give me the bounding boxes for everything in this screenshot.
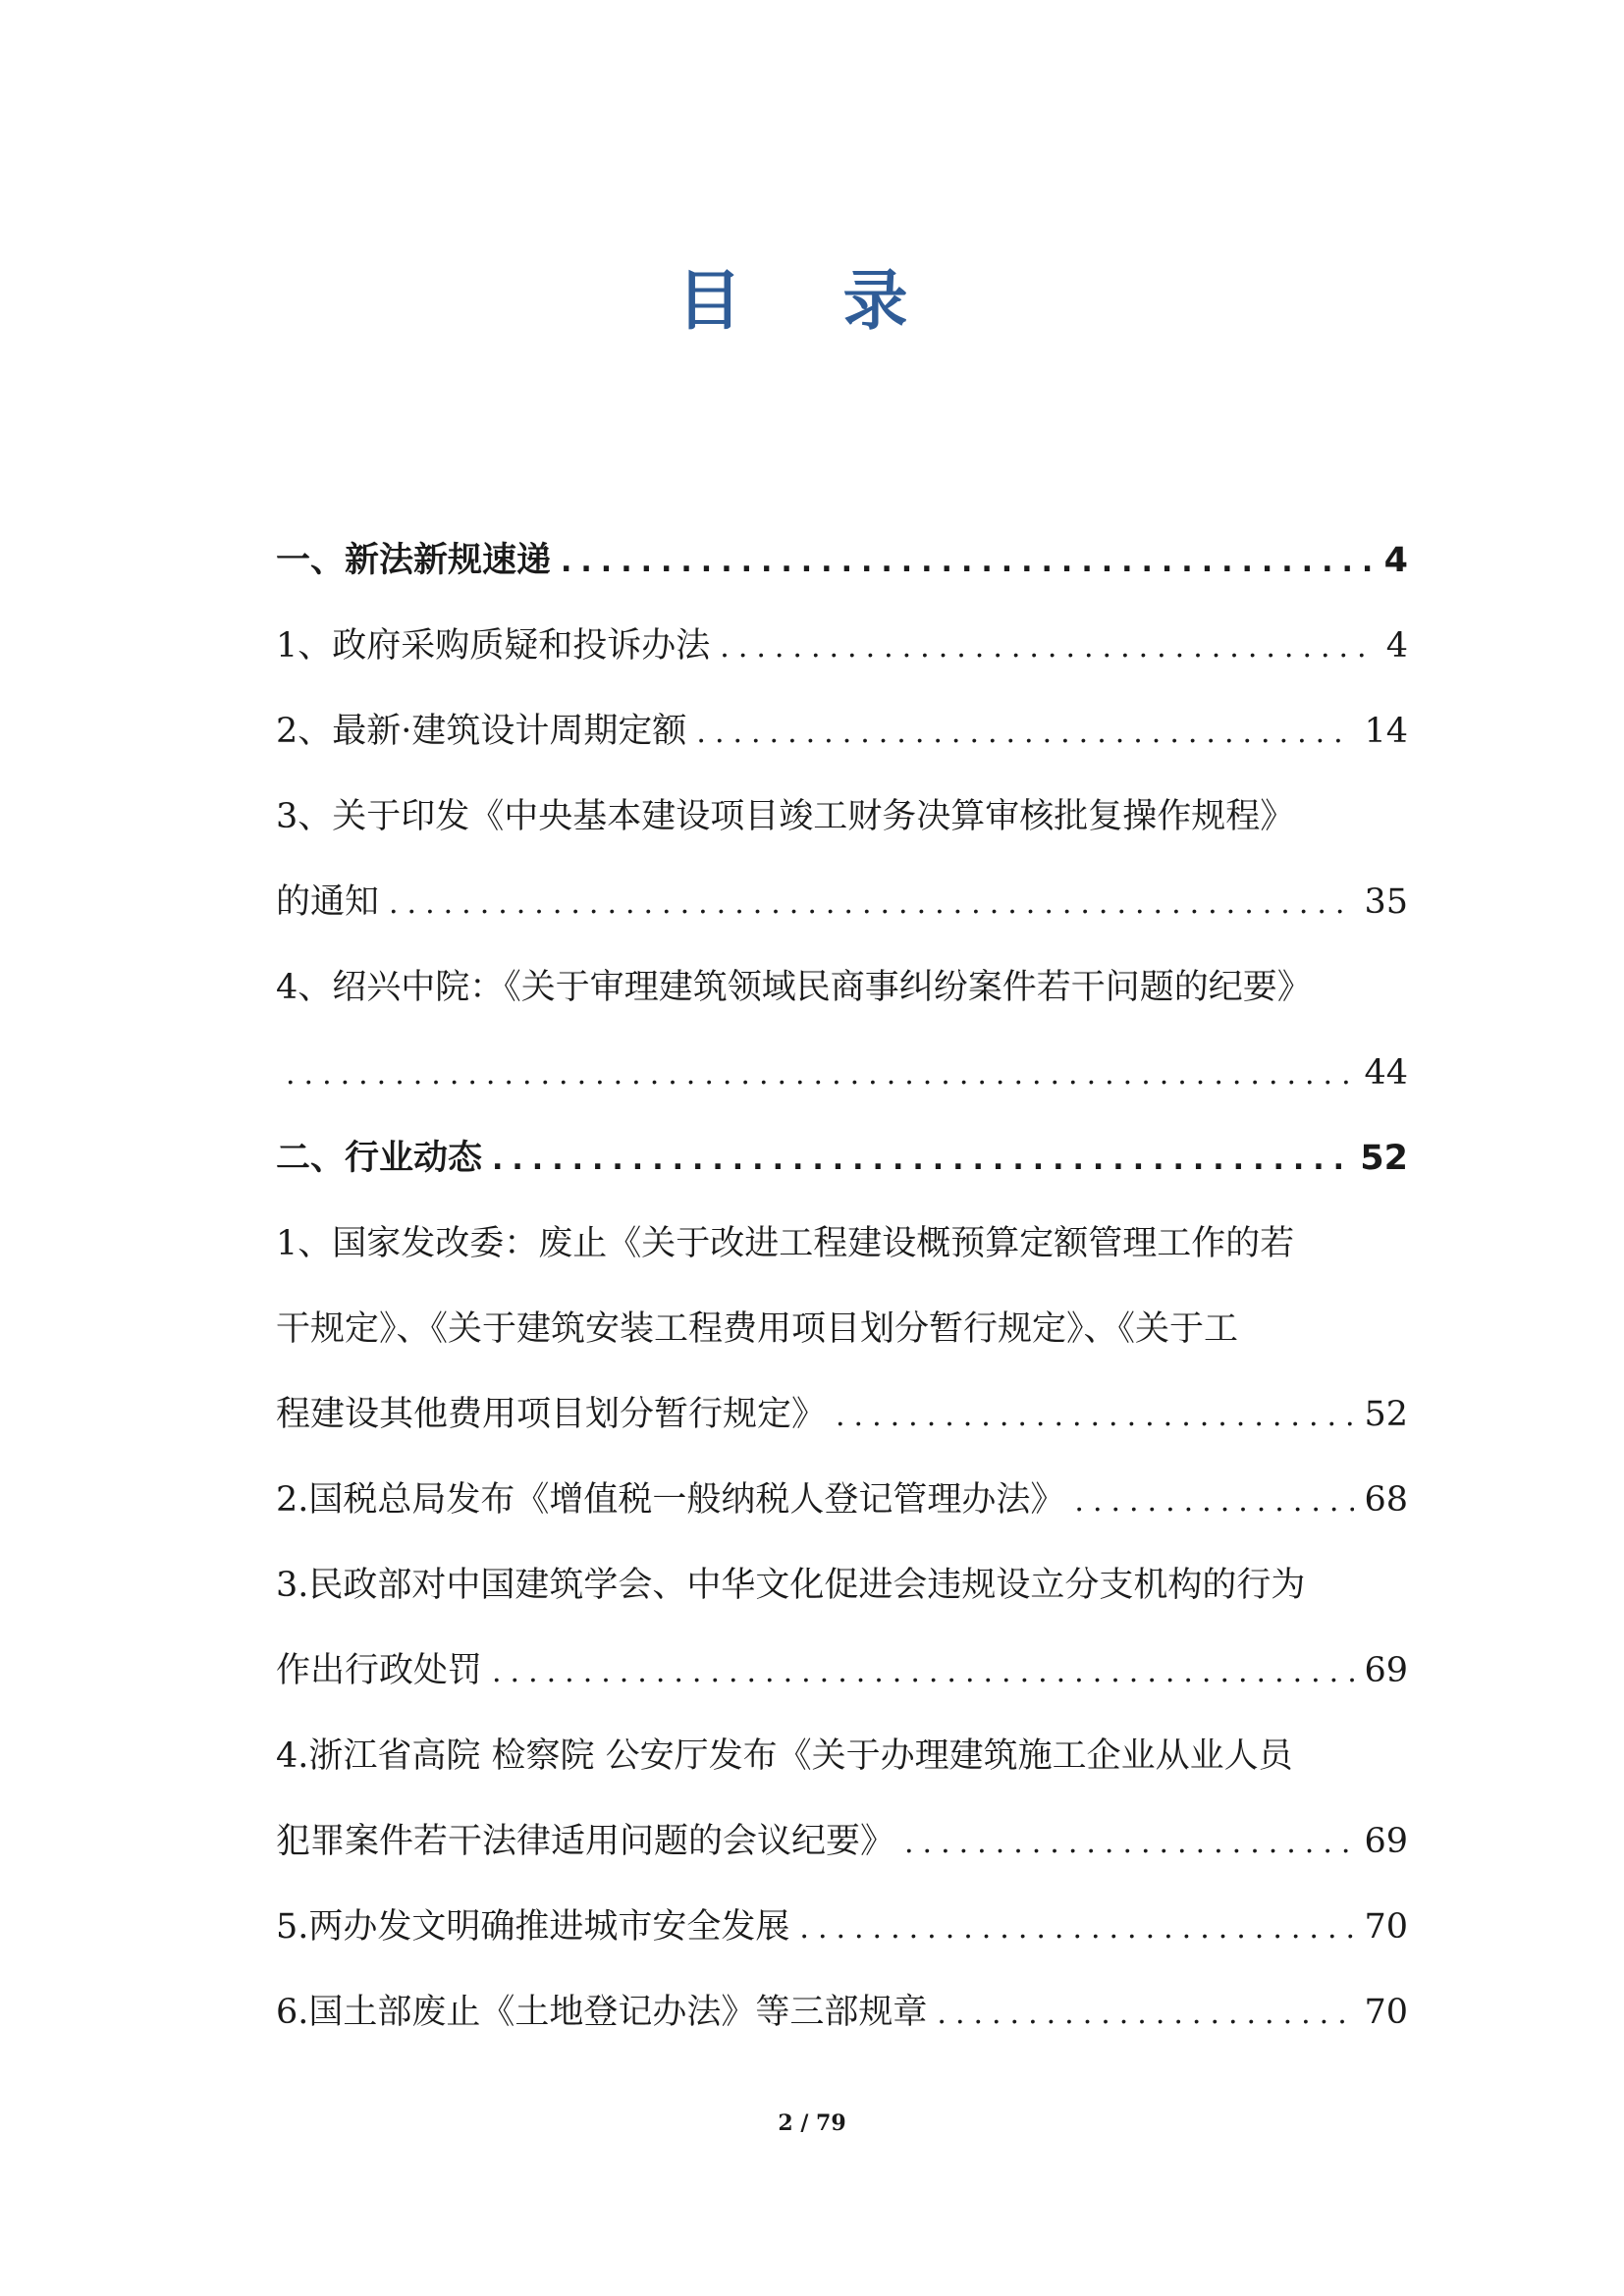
toc-page-number: 14 <box>1364 712 1408 751</box>
toc-page-number: 44 <box>1364 1053 1408 1093</box>
toc-leader-dots <box>696 690 1354 775</box>
page-number: 2 / 79 <box>778 2110 846 2136</box>
toc-entry-text: 二、行业动态 <box>276 1139 483 1178</box>
toc-entry[interactable] <box>276 1799 1408 1885</box>
toc-entry[interactable] <box>276 1372 1408 1458</box>
toc-entry[interactable] <box>276 1885 1408 1970</box>
toc-page-number: 68 <box>1364 1480 1408 1520</box>
toc-page-number: 69 <box>1364 1651 1408 1690</box>
toc-entry-text: 作出行政处罚 <box>276 1651 483 1690</box>
toc-leader-dots <box>389 861 1354 946</box>
toc-entry[interactable] <box>276 518 1408 604</box>
toc-page-number: 70 <box>1364 1993 1408 2032</box>
toc-leader-dots <box>720 605 1376 690</box>
toc-page-number: 35 <box>1364 882 1408 922</box>
toc-entry-text: 1、政府采购质疑和投诉办法 <box>276 626 711 666</box>
toc-entry[interactable] <box>276 689 1408 774</box>
toc-leader-dots <box>904 1800 1354 1886</box>
toc-entry-text: 4、绍兴中院：《关于审理建筑领域民商事纠纷案件若干问题的纪要》 <box>276 968 1312 1007</box>
toc-entry[interactable] <box>276 1543 1408 1629</box>
toc-entry-text: 1、国家发改委：废止《关于改进工程建设概预算定额管理工作的若 <box>276 1224 1295 1263</box>
table-of-contents <box>276 518 1408 2056</box>
toc-page-number: 4 <box>1383 541 1408 580</box>
toc-leader-dots <box>561 519 1375 605</box>
toc-entry[interactable] <box>276 774 1408 860</box>
toc-entry[interactable] <box>276 1031 1408 1116</box>
toc-entry-text: 3.民政部对中国建筑学会、中华文化促进会违规设立分支机构的行为 <box>276 1566 1306 1605</box>
toc-entry[interactable] <box>276 945 1408 1031</box>
toc-entry[interactable] <box>276 604 1408 689</box>
toc-entry-text: 4.浙江省高院 检察院 公安厅发布《关于办理建筑施工企业从业人员 <box>276 1736 1293 1776</box>
page-title: 目 录 <box>677 263 947 339</box>
toc-page-number: 52 <box>1364 1395 1408 1434</box>
toc-entry-text: 6.国土部废止《土地登记办法》等三部规章 <box>276 1993 928 2032</box>
toc-page-number: 52 <box>1360 1139 1408 1178</box>
toc-entry[interactable] <box>276 1458 1408 1543</box>
toc-entry[interactable] <box>276 860 1408 945</box>
toc-entry[interactable] <box>276 1970 1408 2056</box>
toc-entry[interactable] <box>276 1714 1408 1799</box>
toc-entry-text: 程建设其他费用项目划分暂行规定》 <box>276 1395 827 1434</box>
toc-entry[interactable] <box>276 1116 1408 1201</box>
toc-leader-dots <box>492 1117 1350 1202</box>
toc-entry-text: 2、最新·建筑设计周期定额 <box>276 712 687 751</box>
toc-entry-text: 5.两办发文明确推进城市安全发展 <box>276 1907 790 1947</box>
toc-page-number: 70 <box>1364 1907 1408 1947</box>
toc-leader-dots <box>799 1886 1354 1971</box>
toc-leader-dots <box>492 1629 1354 1715</box>
toc-leader-dots <box>937 1971 1354 2056</box>
toc-entry-text: 犯罪案件若干法律适用问题的会议纪要》 <box>276 1822 895 1861</box>
toc-entry-text: 3、关于印发《中央基本建设项目竣工财务决算审核批复操作规程》 <box>276 797 1295 836</box>
toc-leader-dots <box>1074 1459 1354 1544</box>
toc-entry-text: 2.国税总局发布《增值税一般纳税人登记管理办法》 <box>276 1480 1065 1520</box>
toc-entry-text: 的通知 <box>276 882 380 922</box>
toc-entry[interactable] <box>276 1629 1408 1714</box>
toc-entry-text: 干规定》、《关于建筑安装工程费用项目划分暂行规定》、《关于工 <box>276 1309 1239 1349</box>
toc-leader-dots <box>836 1373 1354 1459</box>
toc-entry[interactable] <box>276 1287 1408 1372</box>
toc-entry[interactable] <box>276 1201 1408 1287</box>
toc-page-number: 4 <box>1385 626 1408 666</box>
toc-page-number: 69 <box>1364 1822 1408 1861</box>
toc-leader-dots <box>286 1032 1354 1117</box>
toc-entry-text: 一、新法新规速递 <box>276 541 552 580</box>
